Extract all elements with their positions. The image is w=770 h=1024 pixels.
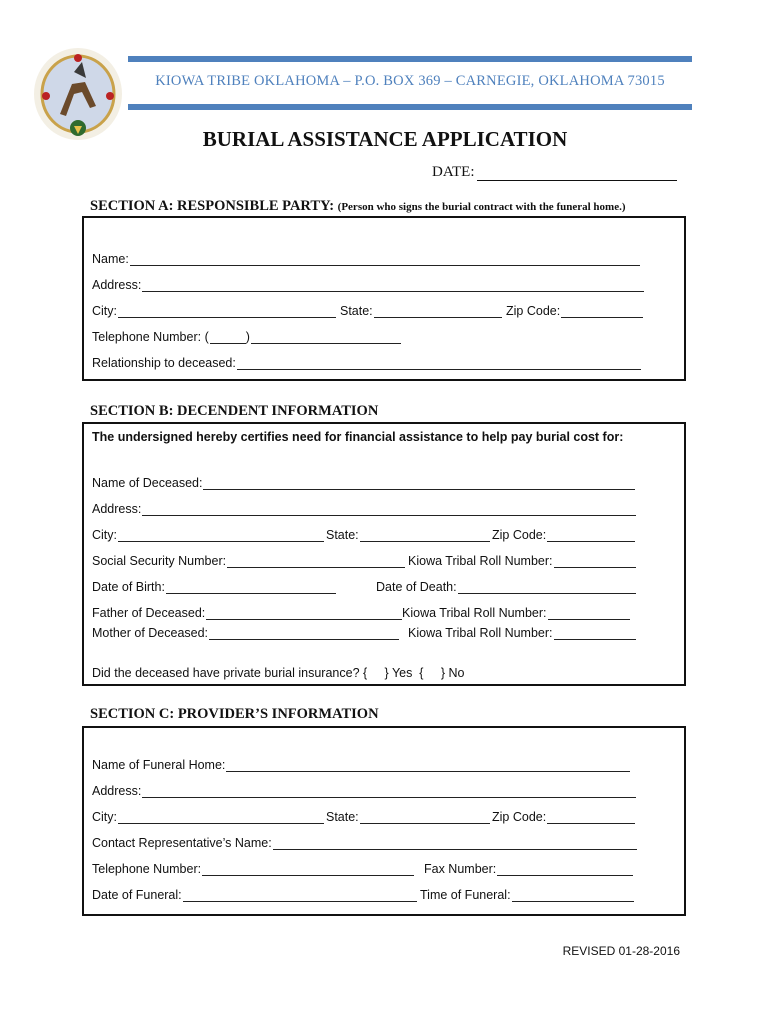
label: Relationship to deceased: [92, 356, 236, 370]
label: City: [92, 810, 117, 824]
label: Date of Death: [376, 580, 457, 594]
date-of-funeral-field[interactable] [92, 888, 417, 902]
date-label: DATE: [432, 164, 475, 180]
org-address-line: KIOWA TRIBE OKLAHOMA – P.O. BOX 369 – CARNEGIE, OKLAHOMA 73015 [155, 73, 665, 89]
label: Kiowa Tribal Roll Number: [408, 626, 553, 640]
label: Father of Deceased: [92, 606, 206, 620]
label: Telephone Number: [92, 862, 202, 876]
deceased-roll-number-field[interactable] [408, 554, 636, 568]
section-b-heading: SECTION B: DECENDENT INFORMATION [90, 403, 379, 419]
responsible-state-field[interactable] [340, 304, 502, 318]
deceased-zip-field[interactable] [492, 528, 635, 542]
burial-insurance-question[interactable]: Did the deceased have private burial insurance? { } Yes { } No [92, 666, 465, 680]
father-field[interactable] [92, 606, 402, 620]
label: Telephone Number: ( [92, 330, 209, 344]
label: Name: [92, 252, 129, 266]
section-a-heading [90, 198, 626, 215]
label: Date of Birth: [92, 580, 165, 594]
provider-fax-field[interactable] [424, 862, 633, 876]
mother-field[interactable] [92, 626, 399, 640]
label: Name of Funeral Home: [92, 758, 226, 772]
label: State: [326, 810, 359, 824]
label: Zip Code: [506, 304, 561, 318]
label: Date of Funeral: [92, 888, 182, 902]
funeral-home-state-field[interactable] [326, 810, 490, 824]
provider-telephone-field[interactable] [92, 862, 414, 876]
section-c-box [82, 726, 686, 916]
label: Address: [92, 502, 142, 516]
page-title: BURIAL ASSISTANCE APPLICATION [202, 127, 568, 151]
label: State: [326, 528, 359, 542]
funeral-home-name-field[interactable] [92, 758, 630, 772]
certify-statement: The undersigned hereby certifies need for financial assistance to help pay burial cost for: [92, 430, 624, 444]
label: City: [92, 528, 117, 542]
funeral-home-address-field[interactable] [92, 784, 636, 798]
section-c-heading: SECTION C: PROVIDER’S INFORMATION [90, 706, 379, 722]
father-roll-number-field[interactable] [402, 606, 630, 620]
label: Social Security Number: [92, 554, 227, 568]
label: Address: [92, 278, 142, 292]
header-bar-bottom [128, 104, 692, 110]
contact-representative-field[interactable] [92, 836, 637, 850]
responsible-name-field[interactable] [92, 252, 640, 266]
section-a-title: SECTION A: RESPONSIBLE PARTY: [90, 198, 335, 214]
date-input-line[interactable] [477, 165, 677, 181]
funeral-home-city-field[interactable] [92, 810, 324, 824]
responsible-city-field[interactable] [92, 304, 336, 318]
deceased-address-field[interactable] [92, 502, 636, 516]
responsible-zip-field[interactable] [506, 304, 643, 318]
ssn-field[interactable] [92, 554, 405, 568]
label: Kiowa Tribal Roll Number: [408, 554, 553, 568]
deceased-state-field[interactable] [326, 528, 490, 542]
revision-date: REVISED 01-28-2016 [562, 944, 680, 958]
label: Time of Funeral: [420, 888, 511, 902]
label: Zip Code: [492, 528, 547, 542]
date-field[interactable] [432, 164, 677, 181]
section-b-box [82, 422, 686, 686]
deceased-city-field[interactable] [92, 528, 324, 542]
label: City: [92, 304, 117, 318]
section-a-box [82, 216, 686, 381]
label: Mother of Deceased: [92, 626, 209, 640]
date-of-birth-field[interactable] [92, 580, 336, 594]
label: Address: [92, 784, 142, 798]
time-of-funeral-field[interactable] [420, 888, 634, 902]
label: Zip Code: [492, 810, 547, 824]
deceased-name-field[interactable] [92, 476, 635, 490]
label: State: [340, 304, 373, 318]
label: Contact Representative’s Name: [92, 836, 272, 850]
funeral-home-zip-field[interactable] [492, 810, 635, 824]
label: Name of Deceased: [92, 476, 203, 490]
mother-roll-number-field[interactable] [408, 626, 636, 640]
responsible-telephone-field[interactable] [92, 330, 401, 344]
responsible-address-field[interactable] [92, 278, 644, 292]
label: Kiowa Tribal Roll Number: [402, 606, 547, 620]
header-bar-top [128, 56, 692, 62]
date-of-death-field[interactable] [376, 580, 636, 594]
section-a-note: (Person who signs the burial contract with the funeral home.) [337, 201, 626, 213]
label: ) [245, 330, 250, 344]
relationship-field[interactable] [92, 356, 641, 370]
label: Fax Number: [424, 862, 497, 876]
